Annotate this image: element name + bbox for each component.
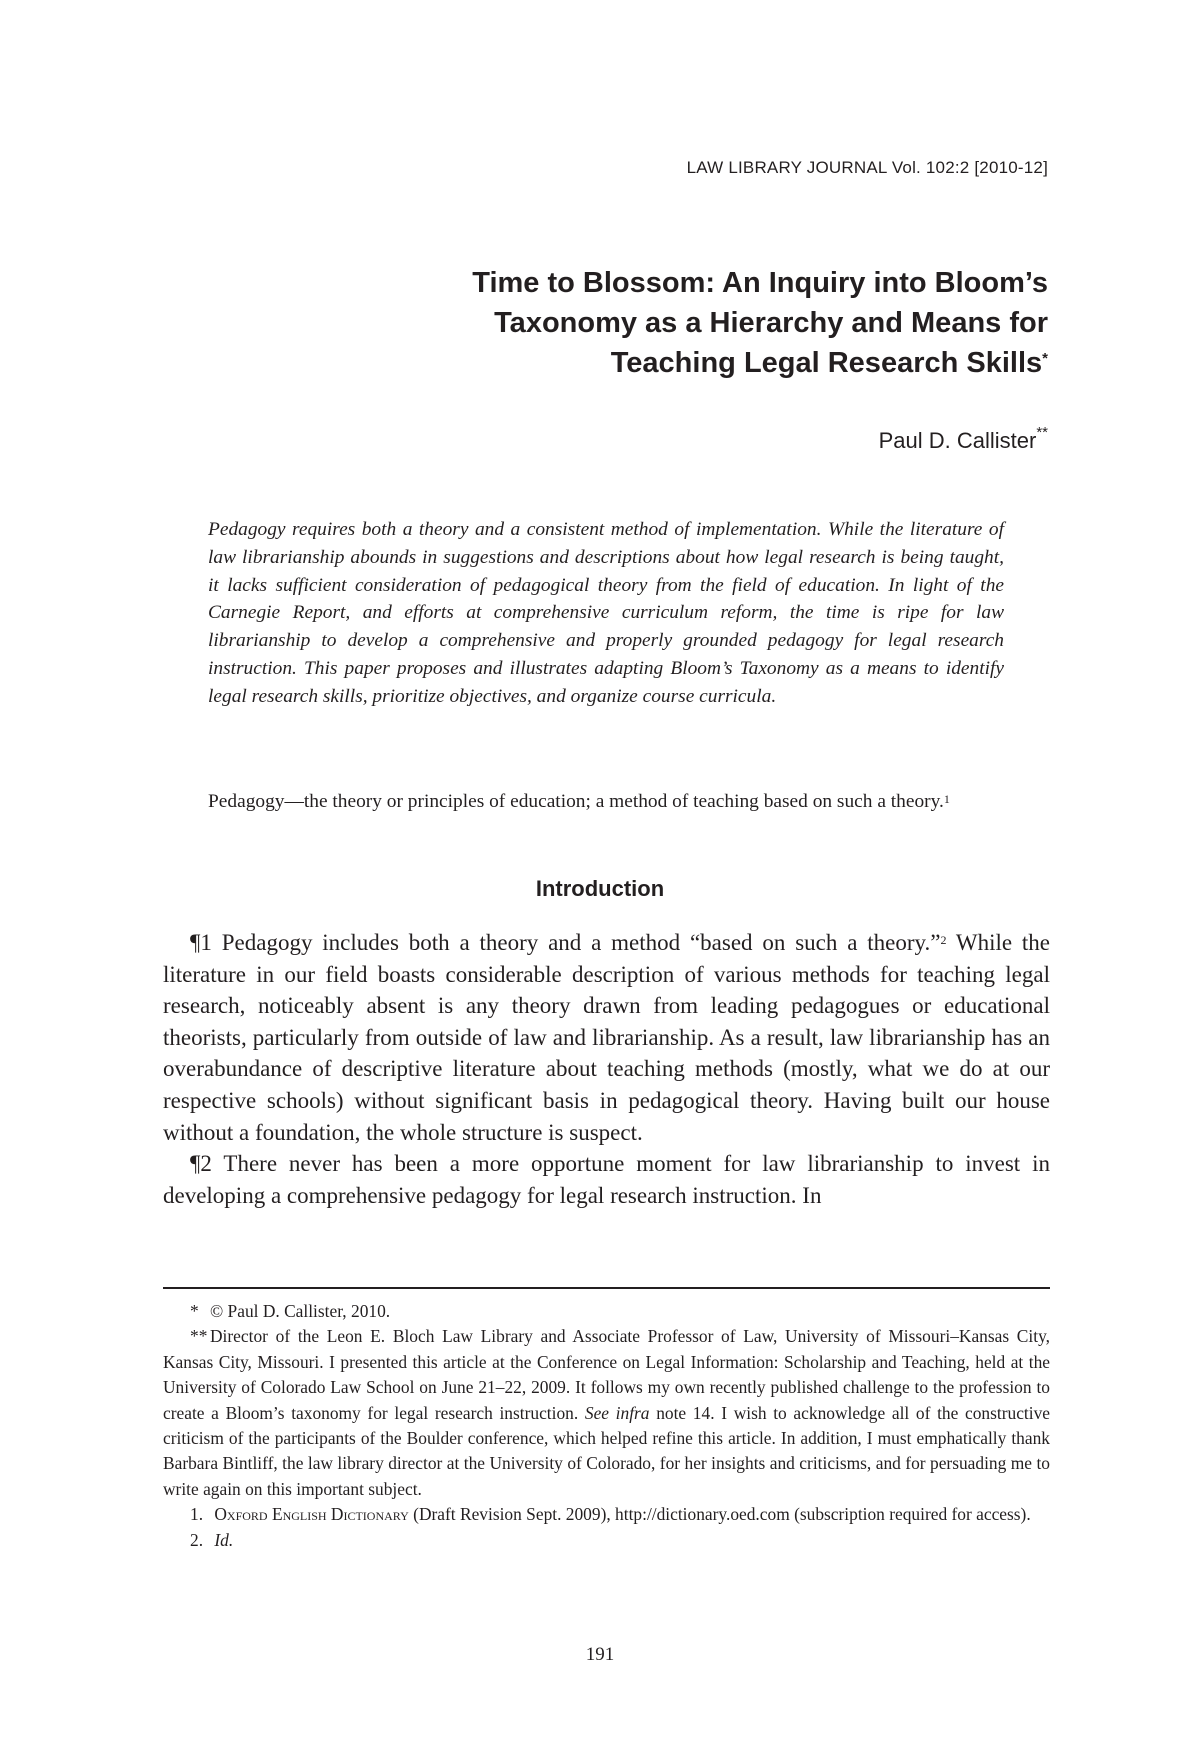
footnote-divider (163, 1287, 1050, 1289)
paragraph-2: ¶2 There never has been a more opportune moment for law librarianship to invest in developing a comprehensive pedagogy for legal research instruction. In (163, 1151, 1050, 1208)
epigraph-footnote-mark: 1 (943, 792, 950, 806)
footnote-star (163, 1299, 1050, 1324)
footnote-2 (163, 1528, 1050, 1553)
epigraph-text: Pedagogy—the theory or principles of education; a method of teaching based on such a theory. (208, 791, 944, 812)
footnote-1 (163, 1502, 1050, 1527)
article-title (288, 263, 1048, 383)
footnote-mark: 2. (190, 1529, 204, 1550)
paragraph-1-lead: ¶1 Pedagogy includes both a theory and a method “based on such a theory.” (190, 930, 941, 955)
author-byline (878, 424, 1048, 454)
section-heading: Introduction (535, 876, 665, 901)
footnote-text-continued: note 14. I wish to acknowledge all of the constructive criticism of the participants of the Boulder conference, which helped refine this article. In addition, I must emphatically thank Barbara Bintliff, the law library director at the University of Colorado, for her insights and criticisms, and for persuading me to write again on this important subject. (163, 1402, 1050, 1499)
footnote-source: Oxford English Dictionary (214, 1504, 409, 1525)
paragraph-1 (163, 927, 1050, 1148)
citation-signal: See infra (584, 1402, 650, 1423)
footnote-mark: ** (190, 1326, 208, 1347)
paragraph-1-footnote-mark: 2 (940, 933, 947, 947)
title-line-3: Teaching Legal Research Skills (610, 347, 1043, 379)
author-name: Paul D. Callister (878, 428, 1037, 453)
footnotes (163, 1299, 1050, 1553)
title-line-2: Taxonomy as a Hierarchy and Means for (494, 307, 1048, 339)
epigraph (208, 787, 1004, 816)
footnote-text: (Draft Revision Sept. 2009), http://dictionary.oed.com (subscription required for access). (408, 1504, 1031, 1525)
footnote-text: Id. (214, 1529, 234, 1550)
footnote-mark: 1. (190, 1504, 204, 1525)
footnote-text: Director of the Leon E. Bloch Law Library and Associate Professor of Law, University of Missouri–Kansas City, Kansas City, Missouri. I presented this article at the Conference on Legal Information: Scholarship and Teaching, held at the University of Colorado Law School on June 21–22, 2009. It follows my own recently published challenge to the profession to create a Bloom’s taxonomy for legal research instruction. (163, 1326, 1050, 1423)
footnote-double-star (163, 1324, 1050, 1502)
body-text (163, 927, 1050, 1211)
paragraph-1-rest: While the literature in our field boasts considerable description of various methods for teaching legal research, noticeably absent is any theory drawn from leading pedagogues or educational theorists, particularly from outside of law and librarianship. As a result, law librarianship has an overabundance of descriptive literature about teaching methods (mostly, what we do at our respective schools) without significant basis in pedagogical theory. Having built our house without a foundation, the whole structure is suspect. (163, 930, 1050, 1145)
page-number: 191 (585, 1644, 615, 1665)
running-head: LAW LIBRARY JOURNAL Vol. 102:2 [2010-12] (686, 158, 1048, 177)
title-footnote-mark: * (1042, 350, 1048, 367)
title-line-1: Time to Blossom: An Inquiry into Bloom’s (472, 267, 1048, 299)
author-footnote-mark: ** (1036, 424, 1048, 441)
footnote-mark: * (190, 1301, 199, 1321)
footnote-text: © Paul D. Callister, 2010. (210, 1301, 391, 1321)
abstract: Pedagogy requires both a theory and a consistent method of implementation. While the literature of law librarianship abounds in suggestions and descriptions about how legal research is being taught, it lacks sufficient consideration of pedagogical theory from the field of education. In light of the Carnegie Report, and efforts at comprehensive curriculum reform, the time is ripe for law librarianship to develop a comprehensive and properly grounded pedagogy for legal research instruction. This paper proposes and illustrates adapting Bloom’s Taxonomy as a means to identify legal research skills, prioritize objectives, and organize course curricula. (208, 519, 1004, 707)
